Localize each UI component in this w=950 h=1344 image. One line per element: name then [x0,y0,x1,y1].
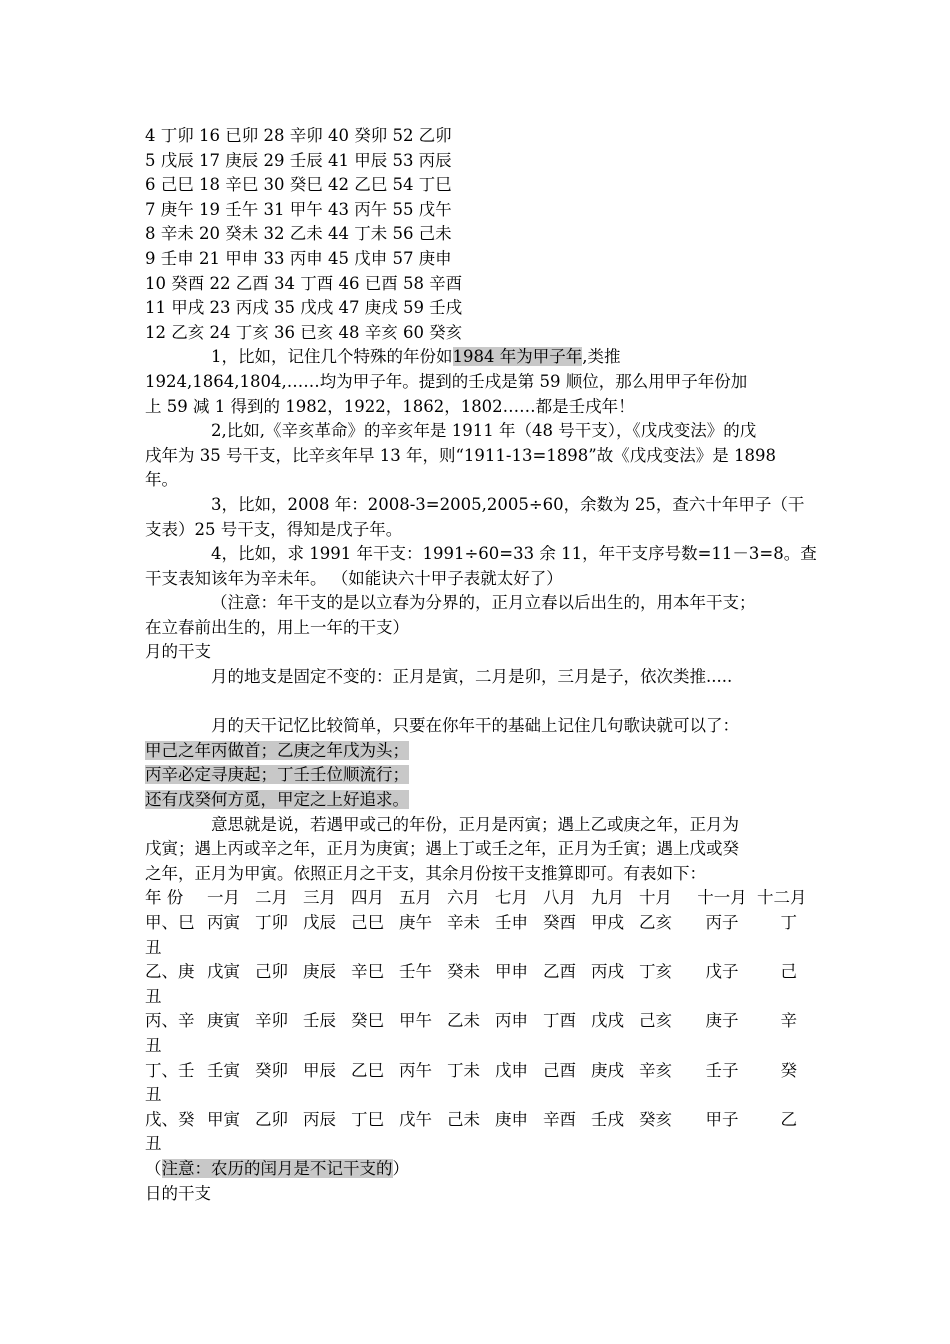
year-row: 8 辛未 20 癸未 32 乙未 44 丁未 56 己未 [145,224,452,244]
table-cell: 癸酉 [543,913,576,932]
example-2-text: 2,比如,《辛亥革命》的辛亥年是 1911 年（48 号干支），《戊戌变法》的戊 [211,421,757,441]
table-header-cell: 四月 [351,888,384,908]
meaning-text: 意思就是说，若遇甲或己的年份，正月是丙寅；遇上乙或庚之年，正月为 [211,814,739,834]
highlight-text: 1984 年为甲子年 [452,347,583,367]
table-cell-years: 戊、癸 [145,1109,195,1129]
section-heading-month: 月的干支 [145,642,211,662]
year-row: 10 癸酉 22 乙酉 34 丁酉 46 已酉 58 辛酉 [145,273,463,293]
year-ganzhi-list [145,124,815,345]
table-cell: 乙卯 [255,1109,288,1129]
table-cell: 己卯 [255,962,288,982]
table-cell: 丁酉 [543,1011,576,1031]
table-cell: 癸 [780,1060,797,1080]
year-row: 11 甲戌 23 丙戌 35 戊戌 47 庚戌 59 壬戌 [145,298,463,318]
table-header-cell: 五月 [399,888,432,908]
table-header-cell: 九月 [591,888,624,908]
table-cell: 乙亥 [639,913,672,932]
example-2-text: 戌年为 35 号干支，比辛亥年早 13 年，则“1911-13=1898”故《戊戌变法》是 1898 [145,445,776,465]
table-cell: 乙未 [447,1011,480,1031]
table-cell: 乙巳 [351,1060,384,1080]
example-3-text: 3，比如，2008 年：2008-3=2005,2005÷60，余数为 25，查六十年甲子（干 [211,494,805,514]
year-row: 9 壬申 21 甲申 33 丙申 45 戊申 57 庚申 [145,248,452,268]
table-cell-continuation: 丑 [145,1085,162,1105]
table-cell: 丙戌 [591,962,624,982]
table-cell: 辛酉 [543,1109,576,1129]
table-cell: 丁 [780,913,797,932]
table-cell: 丁未 [447,1060,480,1080]
example-4-text: 干支表知该年为辛未年。 （如能诀六十甲子表就太好了） [145,568,563,588]
table-row [145,1059,815,1084]
table-cell-years: 丁、壬 [145,1060,195,1080]
note-text: 在立春前出生的，用上一年的干支） [145,617,409,637]
verse-line: 甲己之年丙做首；乙庚之年戊为头； [145,740,409,760]
year-row: 6 己巳 18 辛巳 30 癸巳 42 乙巳 54 丁巳 [145,175,452,195]
table-header-row [145,886,815,911]
table-header-cell: 二月 [255,888,288,908]
highlight-text: 注意：农历的闰月是不记干支的 [161,1158,393,1178]
table-row [145,1009,815,1034]
table-header-cell: 十二月 [757,888,807,908]
table-cell: 庚午 [399,913,432,932]
table-cell: 戊辰 [303,913,336,932]
example-4 [145,542,815,591]
table-cell: 丁亥 [639,962,672,982]
table-cell-years: 乙、庚 [145,962,195,982]
table-cell: 庚申 [495,1109,528,1129]
table-cell: 戊寅 [207,962,240,982]
verse-block [145,739,815,813]
table-header-cell: 年 份 [145,888,184,908]
year-row: 4 丁卯 16 已卯 28 辛卯 40 癸卯 52 乙卯 [145,126,452,145]
table-cell-continuation: 丑 [145,1134,162,1154]
example-1-text: 1924,1864,1804,……均为甲子年。提到的壬戌是第 59 顺位，那么用甲子年份加 [145,371,748,391]
table-cell: 丙子 [705,913,739,932]
table-cell: 甲辰 [303,1060,336,1080]
table-header-cell: 七月 [495,888,528,908]
table-cell: 戊子 [705,962,739,982]
table-cell: 丙寅 [207,913,240,932]
table-cell: 癸未 [447,962,480,982]
table-cell: 庚子 [705,1011,739,1031]
table-cell: 丁巳 [351,1109,384,1129]
table-cell: 丙午 [399,1060,432,1080]
table-header-cell: 六月 [447,888,480,908]
table-cell: 癸巳 [351,1011,384,1031]
table-cell: 戊戌 [591,1011,624,1031]
table-cell: 丁卯 [255,913,288,932]
table-cell: 壬申 [495,913,528,932]
table-cell: 壬辰 [303,1011,336,1031]
table-header-cell: 十一月 [697,888,747,908]
table-cell: 戊申 [495,1060,528,1080]
table-row [145,960,815,985]
table-cell: 丙辰 [303,1109,336,1129]
month-branch-text: 月的地支是固定不变的：正月是寅，二月是卯，三月是子，依次类推..... [211,667,733,687]
table-cell: 乙 [780,1109,797,1129]
table-cell: 辛亥 [639,1060,672,1080]
example-2 [145,419,815,493]
example-1-text: 1，比如，记住几个特殊的年份如 [211,347,453,367]
note-year [145,591,815,640]
table-header-cell: 十月 [639,888,672,908]
month-stem-intro: 月的天干记忆比较简单，只要在你年干的基础上记住几句歌诀就可以了： [211,716,739,736]
table-cell: 甲戌 [591,913,624,932]
table-cell: 壬午 [399,962,432,982]
meaning-text: 之年，正月为甲寅。依照正月之干支，其余月份按干支推算即可。有表如下： [145,863,706,883]
note-text: （注意：年干支的是以立春为分界的，正月立春以后出生的，用本年干支； [211,593,756,613]
example-2-text: 年。 [145,470,178,490]
table-header-cell: 八月 [543,888,576,908]
table-cell: 己亥 [639,1011,672,1031]
blank-line [145,690,815,715]
table-header-cell: 一月 [207,888,240,908]
note-bracket: ） [392,1158,409,1178]
table-cell: 庚寅 [207,1011,240,1031]
meaning-text: 戊寅；遇上丙或辛之年，正月为庚寅；遇上丁或壬之年，正月为壬寅；遇上戊或癸 [145,839,739,859]
table-cell: 壬寅 [207,1060,240,1080]
table-row [145,1108,815,1133]
table-cell-continuation: 丑 [145,986,162,1006]
table-cell: 甲寅 [207,1109,240,1129]
year-row: 12 乙亥 24 丁亥 36 已亥 48 辛亥 60 癸亥 [145,322,463,342]
note-bracket: （ [145,1158,162,1178]
document-page [145,124,815,1206]
example-1-text: ,类推 [582,347,621,367]
table-cell: 辛巳 [351,962,384,982]
table-cell-years: 丙、辛 [145,1011,195,1031]
table-cell: 丙申 [495,1011,528,1031]
table-cell: 壬子 [705,1060,739,1080]
month-ganzhi-table [145,886,815,1157]
table-row [145,911,815,936]
table-cell: 庚戌 [591,1060,624,1080]
note-leap-month [145,1157,815,1182]
table-cell-years: 甲、巳 [145,913,195,932]
table-cell-continuation: 丑 [145,937,162,957]
table-cell: 己巳 [351,913,384,932]
table-cell: 乙酉 [543,962,576,982]
table-cell: 戊午 [399,1109,432,1129]
year-row: 7 庚午 19 壬午 31 甲午 43 丙午 55 戊午 [145,199,452,219]
meaning-paragraph [145,813,815,887]
example-3-text: 支表）25 号干支，得知是戊子年。 [145,519,403,539]
table-cell: 己酉 [543,1060,576,1080]
example-1 [145,345,815,419]
table-cell: 甲申 [495,962,528,982]
table-cell: 己 [780,962,797,982]
table-cell: 辛 [780,1011,797,1031]
table-cell: 甲子 [705,1109,739,1129]
table-cell: 辛未 [447,913,480,932]
section-heading-day: 日的干支 [145,1183,211,1203]
table-cell: 庚辰 [303,962,336,982]
year-row: 5 戊辰 17 庚辰 29 壬辰 41 甲辰 53 丙辰 [145,150,452,170]
table-cell: 甲午 [399,1011,432,1031]
table-cell-continuation: 丑 [145,1035,162,1055]
table-cell: 癸卯 [255,1060,288,1080]
table-cell: 癸亥 [639,1109,672,1129]
table-cell: 辛卯 [255,1011,288,1031]
table-header-cell: 三月 [303,888,336,908]
example-1-text: 上 59 减 1 得到的 1982，1922，1862，1802……都是壬戌年！ [145,396,635,416]
example-4-text: 4，比如，求 1991 年干支：1991÷60=33 余 11，年干支序号数=11－3=8。查 [211,544,817,564]
verse-line: 还有戊癸何方觅，甲定之上好追求。 [145,790,409,810]
example-3 [145,493,815,542]
table-cell: 壬戌 [591,1109,624,1129]
verse-line: 丙辛必定寻庚起；丁壬壬位顺流行； [145,765,409,785]
table-cell: 己未 [447,1109,480,1129]
